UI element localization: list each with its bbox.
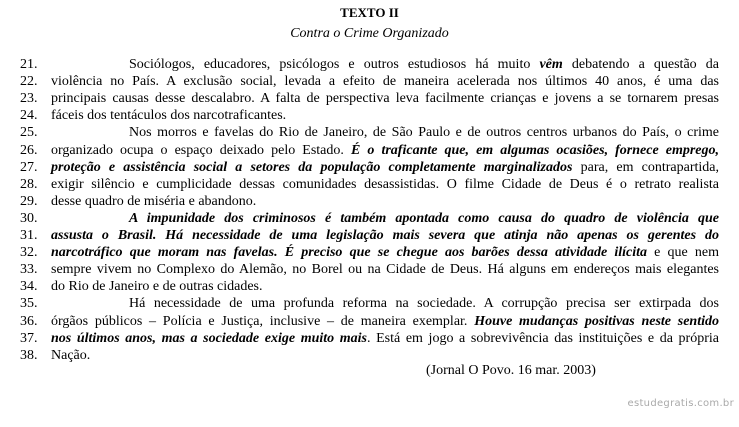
passage-line — [0, 91, 739, 107]
text-segment: sempre vivem no Complexo do Alemão, no Borel ou na Cidade de Deus. Há alguns em endereços mais elegantes — [51, 262, 719, 278]
line-text — [51, 211, 719, 227]
text-segment: principais causas desse descalabro. A falta de perspectiva leva facilmente crianças e jovens a se tornarem presas — [51, 91, 719, 107]
line-number: 22. — [20, 74, 38, 90]
line-text — [51, 348, 719, 364]
text-segment: Há necessidade de uma profunda reforma na sociedade. A corrupção precisa ser extirpada dos — [129, 296, 719, 312]
line-text — [51, 331, 719, 347]
passage-line — [0, 314, 739, 330]
text-segment: . Está em jogo a sobrevivência das instituições e da própria — [367, 330, 719, 346]
text-segment: organizado ocupa o espaço deixado pelo Estado. — [51, 142, 351, 158]
passage-line — [0, 348, 739, 364]
line-text — [51, 245, 719, 261]
line-text — [51, 108, 719, 124]
emphasized-text: Houve mudanças positivas neste sentido — [474, 313, 719, 329]
line-text — [51, 74, 719, 90]
line-number: 32. — [20, 245, 38, 261]
line-number: 21. — [20, 57, 38, 72]
line-number: 33. — [20, 262, 38, 278]
line-text — [51, 262, 719, 278]
source-citation: (Jornal O Povo. 16 mar. 2003) — [426, 363, 596, 378]
line-number: 24. — [20, 108, 38, 124]
text-segment: exigir silêncio e cumplicidade dessas comunidades desassistidas. O filme Cidade de Deus é o retrato realista — [51, 176, 719, 192]
passage-line — [0, 160, 739, 176]
line-text — [51, 296, 719, 312]
site-watermark: estudegratis.com.br — [627, 398, 734, 409]
line-number: 34. — [20, 279, 38, 295]
line-number: 29. — [20, 193, 38, 209]
line-number: 28. — [20, 176, 38, 192]
line-number: 23. — [20, 91, 38, 107]
passage-line — [0, 125, 739, 141]
emphasized-text: assusta o Brasil. Há necessidade de uma legislação mais severa que atinja não apenas os gerentes do — [51, 228, 719, 243]
emphasized-text: narcotráfico que moram nas favelas. É preciso que se chegue aos barões dessa atividade ilícita — [51, 245, 647, 261]
line-number: 35. — [20, 296, 38, 312]
emphasized-text: proteção e assistência social a setores da população completamente marginalizados — [51, 159, 573, 175]
line-text — [51, 279, 719, 295]
text-segment: Sociólogos, educadores, psicólogos e outros estudiosos há muito — [129, 57, 540, 72]
text-title: TEXTO II — [340, 5, 399, 20]
line-text — [51, 177, 719, 193]
line-text — [51, 91, 719, 107]
line-number: 38. — [20, 347, 38, 363]
text-subtitle: Contra o Crime Organizado — [290, 26, 449, 41]
text-segment: do Rio de Janeiro e de outras cidades. — [51, 279, 263, 295]
text-segment: e que nem — [647, 245, 720, 261]
emphasized-text: vêm — [539, 57, 563, 72]
text-segment: Nos morros e favelas do Rio de Janeiro, de São Paulo e de outros centros urbanos do País, o crime — [129, 125, 719, 141]
line-text — [51, 194, 719, 210]
text-segment: para, em contrapartida, — [572, 159, 720, 175]
line-number: 26. — [20, 142, 38, 158]
line-number: 36. — [20, 313, 38, 329]
passage-line — [0, 177, 739, 193]
line-text — [51, 228, 719, 244]
passage-line — [0, 108, 739, 124]
line-text — [51, 143, 719, 159]
passage-line — [0, 296, 739, 312]
passage-line — [0, 74, 739, 90]
emphasized-text: É o traficante que, em algumas ocasiões, fornece emprego, — [350, 142, 720, 158]
emphasized-text: nos últimos anos, mas a sociedade exige muito mais — [51, 330, 367, 346]
passage-line — [0, 245, 739, 261]
line-number: 31. — [20, 228, 38, 243]
text-segment: órgãos públicos – Polícia e Justiça, inclusive – de maneira exemplar. — [51, 313, 475, 329]
line-text — [51, 125, 719, 141]
line-number: 27. — [20, 159, 38, 175]
passage-line — [0, 262, 739, 278]
passage-line — [0, 228, 739, 244]
text-segment: Nação. — [51, 347, 91, 363]
line-number: 25. — [20, 125, 38, 141]
line-text — [51, 314, 719, 330]
passage-line — [0, 143, 739, 159]
passage-line — [0, 211, 739, 227]
passage-line — [0, 194, 739, 210]
text-segment: violência no País. A exclusão social, levada a efeito de maneira acelerada nos últimos 40 anos, é uma das — [51, 74, 719, 90]
emphasized-text: A impunidade dos criminosos é também apontada como causa do quadro de violência que — [129, 210, 719, 226]
line-number: 37. — [20, 330, 38, 346]
line-number: 30. — [20, 210, 38, 226]
passage-line — [0, 331, 739, 347]
text-segment: desse quadro de miséria e abandono. — [51, 193, 257, 209]
text-segment: debatendo a questão da — [562, 57, 719, 72]
line-text — [51, 160, 719, 176]
line-text — [51, 57, 719, 73]
passage-line — [0, 279, 739, 295]
text-segment: fáceis dos tentáculos dos narcotraficantes. — [51, 108, 287, 124]
passage-line — [0, 57, 739, 73]
